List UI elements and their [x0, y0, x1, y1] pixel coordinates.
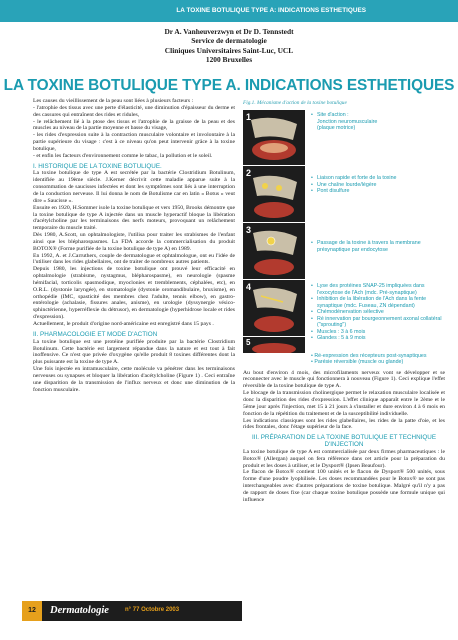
- page-number: 12: [22, 601, 42, 621]
- bullet-item: Jonction neuromusculaire: [317, 118, 378, 125]
- panel-number: 4: [246, 282, 252, 292]
- author-clinic: Cliniques Universitaires Saint-Luc, UCL: [164, 45, 294, 55]
- figure-panel-2: [243, 166, 305, 222]
- author-department: Service de dermatologie: [191, 36, 267, 46]
- paragraph: Actuellement, le produit d'origine nord-américaine est enregistré dans 15 pays .: [33, 321, 214, 327]
- magazine-name: Dermatologie: [50, 605, 109, 616]
- bullet-item: • Pont disulfure: [311, 188, 350, 194]
- panel-number: 5: [246, 338, 251, 347]
- paragraph: La toxine botulique de type A est commercialisée par deux firmes pharmaceutiques : le Botox® (Allergan) auquel on fera référence dans cet article pour la préparation du produit et les doses à utiliser, et le Dysport® (Ipsen Beaufour).: [243, 448, 445, 469]
- section-heading-pharmacology: II. PHARMACOLOGIE ET MODE D'ACTION: [33, 330, 158, 338]
- bullet-item: • Ré innervation par bourgeonnement axonal collatéral ("sprouting"): [311, 315, 442, 328]
- figure-caption: Fig.1. Mécanisme d'action de la toxine botulique: [243, 100, 347, 106]
- bullet-item: • Glandes : 5 à 9 mois: [311, 335, 366, 341]
- panel-5-bullets: [311, 353, 445, 366]
- endocytosis-illustration: [243, 223, 305, 279]
- author-block: [0, 27, 458, 64]
- paragraph: Les indications classiques sont les rides glabellaires, les rides de la patte d'oie, et les rides frontales, donc l'étage supérieur de la face.: [243, 417, 445, 431]
- bullet-item: (plaque motrice): [317, 125, 356, 131]
- bullet-item: • Parésie réversible (muscle ou glande): [311, 359, 404, 366]
- issue-info: n° 77 Octobre 2003: [125, 607, 180, 613]
- section-heading-preparation: III. PRÉPARATION DE LA TOXINE BOTULIQUE ET TECHNIQUE D'INJECTION: [251, 434, 437, 449]
- running-header-bar: [0, 0, 458, 22]
- bullet-item: • Chémodénervation sélective: [311, 309, 384, 315]
- bullet-item: • Une chaîne lourde/légère: [311, 181, 377, 188]
- figure-panel-4: [243, 280, 305, 336]
- neuromuscular-junction-illustration: [243, 110, 305, 165]
- cause-item: - l'atrophie des tissus avec une perte d'élasticité, une diminution d'épaisseur du derme et des cassures qui entraînent des rides et ridules,: [33, 104, 235, 118]
- right-column: [243, 353, 445, 598]
- paragraph: Le blocage de la transmission cholinergique permet le relaxation musculaire localisée et donc la disparition des rides d'expression. L'effet clinique apparaît entre le 2ème et le 5ème jour après l'injection, met 15 à 21 jours à s'installer et dure environ 4 à 6 mois en fonction de la répétition du traitement et de la susceptibilité individuelle.: [243, 390, 445, 417]
- panel-3-bullets: [311, 240, 443, 253]
- author-city: 1200 Bruxelles: [205, 54, 253, 64]
- panel-number: 2: [246, 168, 252, 178]
- paragraph: Au bout d'environ 4 mois, des microfilaments nerveux vont se développer et se reconnecter avec le muscle qui fonctionnera à nouveau (Figure 1). Ceci explique l'effet réversible de la toxine botulique de type A.: [243, 369, 445, 390]
- paragraph: Depuis 1980, les injections de toxine botulique ont prouvé leur efficacité en ophtalmologie (strabisme, nystagmus, blépharospasme), en neurologie (spasme hémifacial, torticolis spasmodique, myoclonies et tremblements, céphalées, etc), en O.R.L. (dystonie laryngée), en stomatologie (dystonie oromandibulaire, bruxisme), en orthopédie (IMC, spasticité des membres chez l'adulte, tennis elbow), en gastro-entérologie (achalasie, fissures anales, anisme), en urologie (dyssynergie vésico-sphinctérienne, hyperréflexie du détrusor), en dermatologie (hyperhidrose locale et rides d'expression).: [33, 266, 235, 321]
- paragraph: Ensuite en 1920, H.Sommer isole la toxine botulique et vers 1950, Brooks démontre que la toxine botulique de type A injectée dans un muscle hyperactif bloque la libération d'acétylcholine par les terminaisons des nerfs moteurs, provoquant un relâchement temporaire du muscle traité.: [33, 204, 235, 232]
- cause-item: - les rides d'expression suite à la contraction musculaire volontaire et involontaire à la partie supérieure du visage : c'est à ce niveau qu'on peut intervenir grâce à la toxine botulique,: [33, 132, 235, 152]
- receptor-reexpression-illustration: [243, 337, 305, 353]
- paragraph: La toxine botulique de type A est secrétée par la bactérie Clostridium Botulinum, identifiée au 19ème siècle. J.Kerner décrivit cette maladie apparue suite à la consommation de saucisses infectées et dont les symptômes sont liés à une interruption de la conduction nerveuse. Il lui donna le nom de Botulisme car en latin « Botus » veut dire « Saucisse ».: [33, 170, 235, 204]
- intro-paragraph: Les causes du vieillissement de la peau sont liées à plusieurs facteurs :: [33, 98, 194, 104]
- paragraph: Le flacon de Botox® contient 100 unités et le flacon de Dysport® 500 unités, sous forme d'une poudre lyophilisée. Les doses recommandées pour le Botox® ne sont pas interchangeables avec d'autres préparations de toxine botulique. Malgré qu'il n'y a pas de rapport de doses fixe (car chaque toxine botulique possède une formule unique qui influence: [243, 469, 445, 503]
- cause-item: - et enfin les facteurs d'environnement comme le tabac, la pollution et le soleil.: [33, 152, 213, 159]
- section-heading-history: I. HISTORIQUE DE LA TOXINE BOTULIQUE.: [33, 162, 162, 170]
- panel-1-bullets: [311, 112, 443, 132]
- bullet-item: • Muscles : 3 à 6 mois: [311, 328, 366, 335]
- article-title: LA TOXINE BOTULIQUE TYPE A. INDICATIONS ESTHETIQUES: [3, 77, 455, 94]
- paragraph: Une fois injectée en intramusculaire, cette molécule va pénétrer dans les terminaisons nerveuses ou synapses et bloquer la libération d'acétylcholine (Figure 1) . Ceci entraîne une disparition de la transmission de l'influx nerveux et donc une diminution de la fonction musculaire.: [33, 366, 235, 393]
- toxin-binding-illustration: [243, 166, 305, 222]
- page-footer: [22, 601, 242, 621]
- panel-number: 1: [246, 112, 252, 122]
- bullet-item: • Liaison rapide et forte de la toxine: [311, 175, 397, 181]
- figure-panel-5: [243, 337, 305, 353]
- paragraph: Dès 1980, A.Scott, un ophtalmologiste, l'utilisa pour traiter les strabismes de l'enfant ainsi que les blépharospasmes. La FDA accorde la commercialisation du produit BOTOX® (Forme purifiée de la toxine botulique de type A) en 1989.: [33, 232, 235, 252]
- bullet-item: • Lyse des protéines SNAP-25 impliquées dans l'exocytose de l'Ach (mdc. Pré-synaptique): [311, 283, 425, 296]
- bullet-item: • Passage de la toxine à travers la membrane présynaptique par endocytose: [311, 240, 421, 253]
- panel-number: 3: [246, 225, 252, 235]
- paragraph: En 1992, A. et J.Carruthers, couple de dermatologue et ophtalmologue, ont eu l'idée de l'utiliser dans les rides glabellaires, ont de traiter de nombreux autres patients.: [33, 252, 235, 266]
- bullet-item: • Site d'action :: [311, 112, 349, 118]
- bullet-item: • Inhibition de la libération de l'Ach dans la fente synaptique (mdc. Fuseau, ZN dépendant): [311, 296, 427, 309]
- snap25-lysis-illustration: [243, 280, 305, 336]
- figure-panel-1: [243, 110, 305, 165]
- panel-4-bullets: [311, 283, 443, 342]
- running-title: LA TOXINE BOTULIQUE TYPE A: INDICATIONS ESTHETIQUES: [176, 7, 366, 14]
- paragraph: La toxine botulique est une protéine purifiée produite par la bactérie Clostridium Botulinum. Cette bactérie est largement répandue dans la nature et est tout à fait inoffensive. Ce n'est que privée d'oxygène qu'elle produit 8 toxines différentes dont la plus puissante est la toxine de type A.: [33, 338, 235, 366]
- cause-item: - le relâchement lié à la ptose des tissus et l'atrophie de la graisse de la peau et des muscles au niveau de la partie moyenne et basse du visage,: [33, 118, 235, 132]
- panel-2-bullets: [311, 175, 443, 195]
- author-names: Dr A. Vanheuverzwyn et Dr D. Tennstedt: [164, 27, 294, 36]
- bullet-item: • Ré-expression des récepteurs post-synaptiques: [311, 353, 427, 359]
- left-column: [33, 98, 235, 603]
- figure-panel-3: [243, 223, 305, 279]
